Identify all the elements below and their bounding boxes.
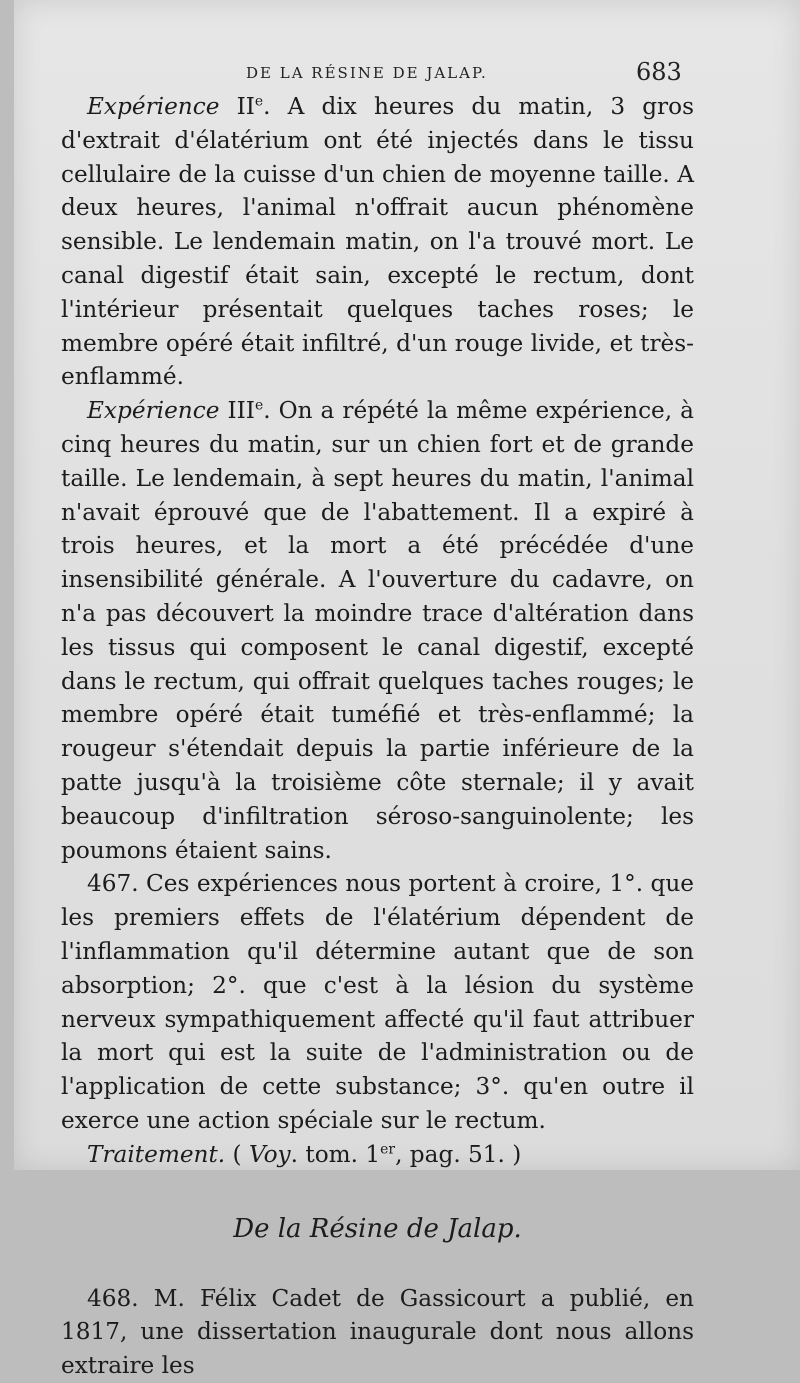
page-body: [61, 90, 694, 1383]
page-header: [14, 58, 800, 88]
treatment-ref-end: , pag. 51. ): [395, 1140, 522, 1168]
paragraph-468: [61, 1282, 694, 1383]
running-head: DE LA RÉSINE DE JALAP.: [246, 64, 488, 82]
treatment-sup: er: [380, 1140, 396, 1157]
ordinal-suffix: e: [254, 93, 264, 110]
paragraph-lead: Expérience: [87, 397, 220, 425]
treatment-ref: . tom. 1: [290, 1140, 381, 1168]
paragraph-text: 467. Ces expériences nous portent à croire, 1°. que les premiers effets de l'élatérium dépendent de l'inflammation qu'il détermine autant que de son absorption; 2°. que c'est à la lésion du système nerveux sympathiquement affecté qu'il faut attribuer la mort qui est la suite de l'administration ou de l'application de cette substance; 3°. qu'en outre il exerce une action spéciale sur le rectum.: [61, 870, 694, 1134]
paragraph-experience-3: [61, 394, 694, 867]
experience-number: II: [236, 93, 255, 120]
page-number: 683: [636, 58, 682, 86]
treatment-label: Traitement.: [87, 1140, 226, 1168]
treatment-line: [61, 1138, 694, 1172]
treatment-open: (: [225, 1140, 249, 1168]
experience-number: III: [227, 397, 255, 425]
section-title: De la Résine de Jalap.: [233, 1213, 522, 1244]
paragraph-467: [61, 867, 694, 1137]
paragraph-lead: Expérience: [87, 93, 220, 120]
ordinal-suffix: e: [254, 397, 264, 414]
paragraph-experience-2: [61, 90, 694, 394]
paragraph-text: . A dix heures du matin, 3 gros d'extrait d'élatérium ont été injectés dans le tissu cellulaire de la cuisse d'un chien de moyenne taille. A deux heures, l'animal n'offrait aucun phénomène sensible. Le lendemain matin, on l'a trouvé mort. Le canal digestif était sain, excepté le rectum, dont l'intérieur présentait quelques taches roses; le membre opéré était infiltré, d'un rouge livide, et très-enflammé.: [61, 93, 694, 391]
paragraph-text: 468. M. Félix Cadet de Gassicourt a publié, en 1817, une dissertation inaugurale dont nous allons extraire les: [61, 1284, 694, 1380]
book-page: [14, 0, 800, 1380]
paragraph-text: . On a répété la même expérience, à cinq heures du matin, sur un chien fort et de grande taille. Le lendemain, à sept heures du matin, l'animal n'avait éprouvé que de l'abattement. Il a expiré à trois heures, et la mort a été précédée d'une insensibilité générale. A l'ouverture du cadavre, on n'a pas découvert la moindre trace d'altération dans les tissus qui composent le canal digestif, excepté dans le rectum, qui offrait quelques taches rouges; le membre opéré était tuméfié et très-enflammé; la rougeur s'étendait depuis la partie inférieure de la patte jusqu'à la troisième côte sternale; il y avait beaucoup d'infiltration séroso-sanguinolente; les poumons étaient sains.: [61, 397, 694, 864]
treatment-voy: Voy: [248, 1140, 291, 1168]
